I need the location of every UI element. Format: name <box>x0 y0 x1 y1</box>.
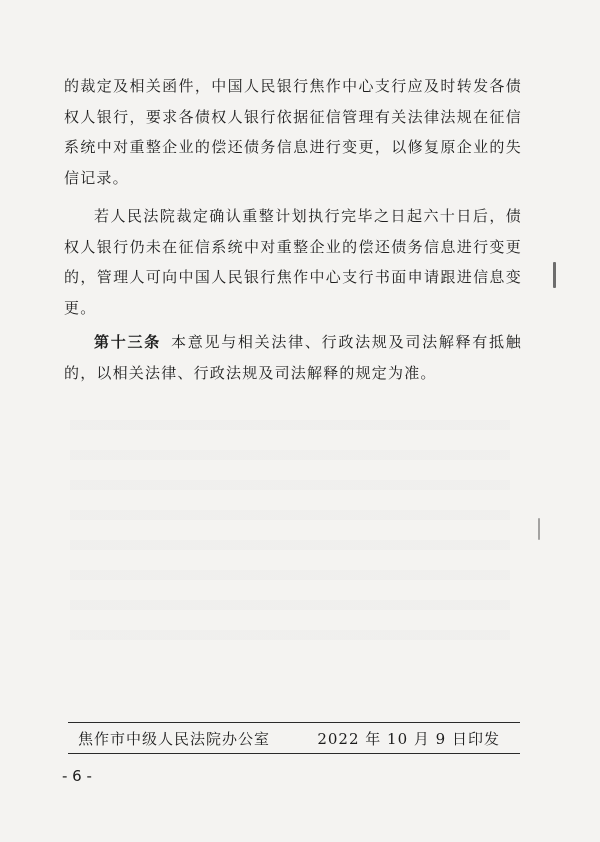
article-thirteen-paragraph <box>64 327 522 388</box>
scan-artifact-mark <box>538 518 540 540</box>
article-text: 本意见与相关法律、行政法规及司法解释有抵触的，以相关法律、行政法规及司法解释的规定为准。 <box>64 333 522 382</box>
footer-top-rule <box>68 722 520 723</box>
body-paragraph: 若人民法院裁定确认重整计划执行完毕之日起六十日后，债权人银行仍未在征信系统中对重整企业的偿还债务信息进行变更的，管理人可向中国人民银行焦作中心支行书面申请跟进信息变更。 <box>64 207 522 317</box>
page-number: - 6 - <box>62 767 92 785</box>
body-paragraph: 的裁定及相关函件，中国人民银行焦作中心支行应及时转发各债权人银行，要求各债权人银行依据征信管理有关法律法规在征信系统中对重整企业的偿还债务信息进行变更，以修复原企业的失信记录。 <box>64 77 522 187</box>
issuing-office: 焦作市中级人民法院办公室 <box>78 730 271 748</box>
footer-bottom-rule <box>68 753 520 754</box>
scan-artifact-mark <box>553 262 556 288</box>
issue-date: 2022 年 10 月 9 日印发 <box>317 730 500 748</box>
bleed-through-shading <box>70 420 510 640</box>
article-label: 第十三条 <box>94 333 161 351</box>
